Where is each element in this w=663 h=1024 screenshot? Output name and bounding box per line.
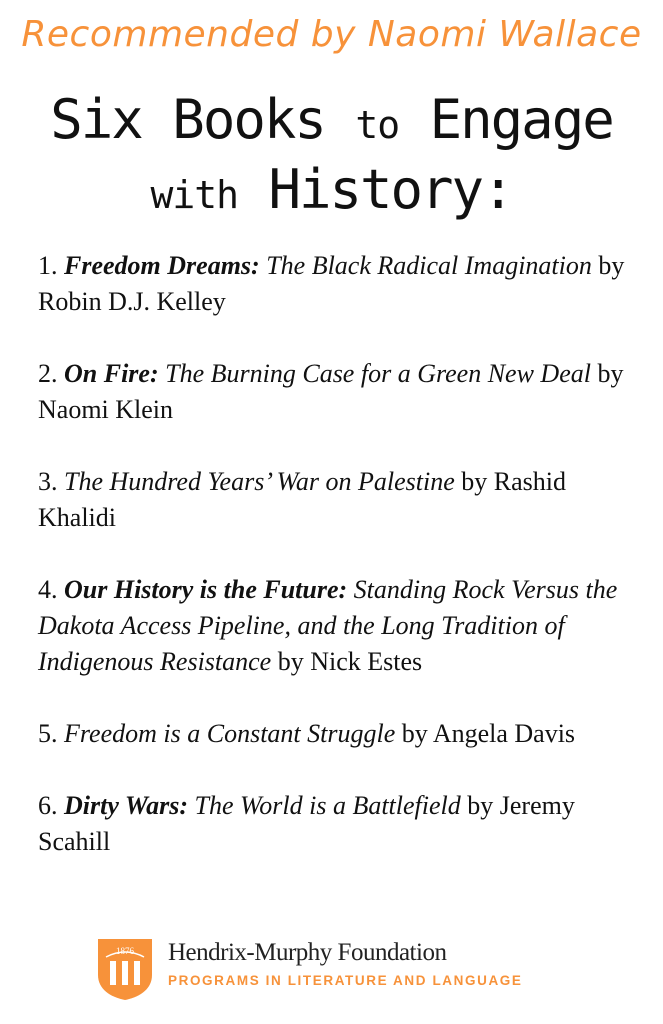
book-item-3 <box>38 464 638 536</box>
foundation-footer <box>96 937 596 1001</box>
title-six-books: Six Books <box>50 88 356 151</box>
shield-pillar-right <box>134 961 140 985</box>
shield-pillar-left <box>110 961 116 985</box>
book-title-italic: Standing Rock Versus the Dakota Access Pipeline, and the Long Tradition of Indigenous Resistance <box>38 575 618 676</box>
foundation-tagline: PROGRAMS IN LITERATURE AND LANGUAGE <box>168 973 523 988</box>
book-author: by Angela Davis <box>395 719 576 748</box>
book-number: 2. <box>38 359 64 388</box>
book-item-1 <box>38 248 638 320</box>
book-number: 1. <box>38 251 64 280</box>
page-title-line-1 <box>0 88 663 151</box>
book-title-bold: On Fire: <box>64 359 159 388</box>
book-author: by Robin D.J. Kelley <box>38 251 625 316</box>
book-author: by Rashid Khalidi <box>38 467 566 532</box>
book-title-italic: Freedom is a Constant Struggle <box>64 719 396 748</box>
shield-pillar-center <box>122 961 128 985</box>
title-history: History: <box>237 158 513 221</box>
title-with: with <box>150 173 238 217</box>
foundation-shield-logo <box>96 937 154 1001</box>
book-number: 5. <box>38 719 64 748</box>
book-number: 4. <box>38 575 64 604</box>
book-title-bold: Freedom Dreams: <box>64 251 260 280</box>
title-to: to <box>355 103 400 147</box>
foundation-name: Hendrix-Murphy Foundation <box>168 939 447 966</box>
page-title-line-2 <box>0 158 663 221</box>
book-title-italic: The Hundred Years’ War on Palestine <box>64 467 455 496</box>
book-item-6 <box>38 788 638 860</box>
book-item-2 <box>38 356 638 428</box>
book-title-bold: Dirty Wars: <box>64 791 188 820</box>
recommended-by-heading: Recommended by Naomi Wallace <box>21 14 642 55</box>
book-author: by Nick Estes <box>271 647 423 676</box>
book-title-italic: The Burning Case for a Green New Deal <box>158 359 591 388</box>
book-title-italic: The Black Radical Imagination <box>259 251 592 280</box>
book-author: by Jeremy Scahill <box>38 791 575 856</box>
book-title-bold: Our History is the Future: <box>64 575 348 604</box>
book-list <box>38 248 638 896</box>
book-author: by Naomi Klein <box>38 359 624 424</box>
book-title-italic: The World is a Battlefield <box>188 791 461 820</box>
book-item-5 <box>38 716 638 752</box>
book-number: 6. <box>38 791 64 820</box>
logo-year: 1876 <box>116 946 134 956</box>
title-engage: Engage <box>399 88 613 151</box>
book-item-4 <box>38 572 638 680</box>
book-number: 3. <box>38 467 64 496</box>
